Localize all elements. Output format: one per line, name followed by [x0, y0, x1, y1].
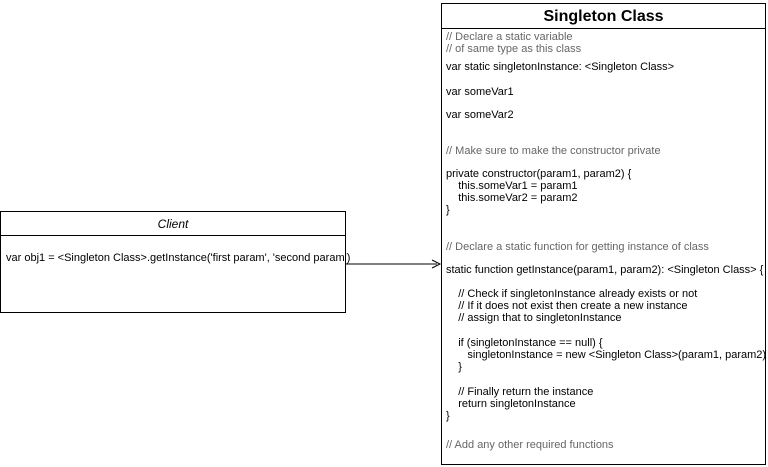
code-line: } — [446, 204, 450, 216]
client-class-box[interactable] — [0, 211, 351, 313]
code-line: } — [446, 410, 450, 422]
code-line: var someVar1 — [446, 86, 514, 98]
code-line: // of same type as this class — [446, 43, 582, 55]
code-line: } — [446, 361, 462, 373]
code-line: // Check if singletonInstance already exists or not — [446, 288, 698, 300]
singleton-class-box[interactable] — [441, 3, 766, 465]
code-line: if (singletonInstance == null) { — [446, 337, 603, 349]
client-code-line: var obj1 = <Singleton Class>.getInstance('first param', 'second param') — [6, 252, 351, 264]
code-line: var static singletonInstance: <Singleton Class> — [446, 61, 675, 73]
code-line: private constructor(param1, param2) { — [446, 168, 632, 180]
code-line: this.someVar1 = param1 — [446, 180, 578, 192]
code-line: // If it does not exist then create a new instance — [446, 300, 688, 312]
code-line: // Finally return the instance — [446, 386, 594, 398]
code-line: var someVar2 — [446, 109, 514, 121]
code-line: // assign that to singletonInstance — [446, 312, 622, 324]
code-line: // Declare a static function for getting instance of class — [446, 241, 709, 253]
code-line: this.someVar2 = param2 — [446, 192, 578, 204]
code-line: // Make sure to make the constructor private — [446, 145, 661, 157]
code-line: return singletonInstance — [446, 398, 576, 410]
singleton-class-title: Singleton Class — [442, 4, 765, 29]
client-class-title: Client — [1, 212, 345, 236]
code-line: static function getInstance(param1, param2): <Singleton Class> { — [446, 264, 764, 276]
arrow-head — [432, 260, 440, 268]
code-line: singletonInstance = new <Singleton Class>(param1, param2) — [446, 349, 767, 361]
code-line: // Declare a static variable — [446, 31, 573, 43]
code-line: // Add any other required functions — [446, 439, 614, 451]
